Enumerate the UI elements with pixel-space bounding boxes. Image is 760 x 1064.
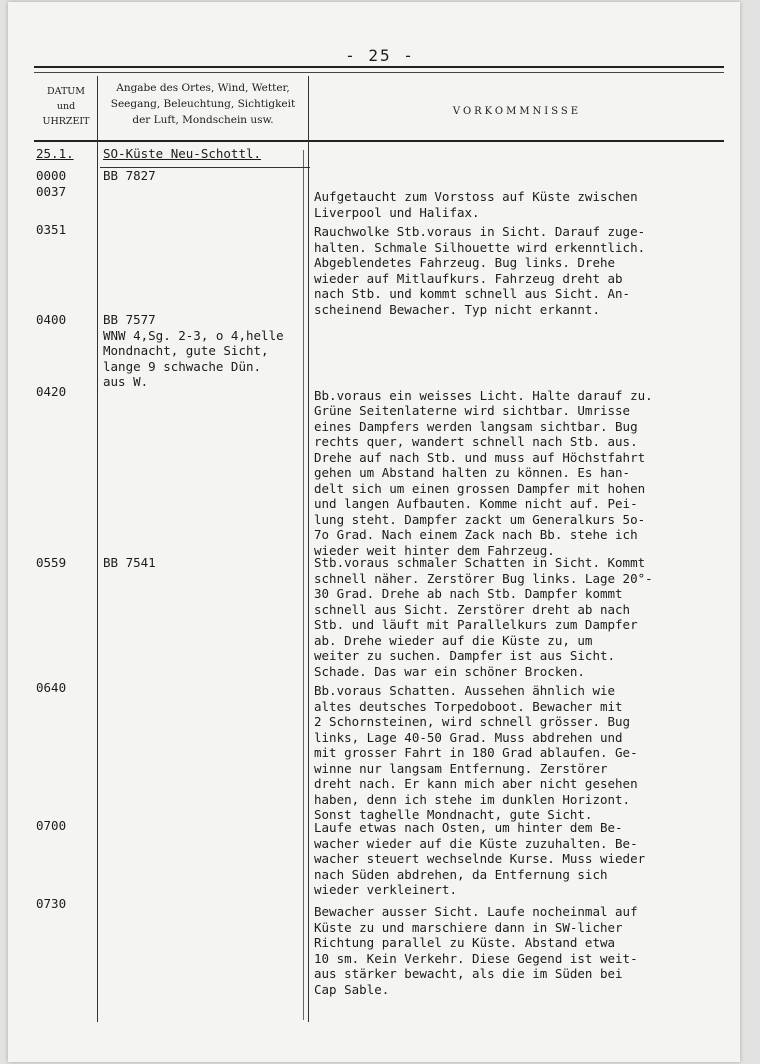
header-place-column: Angabe des Ortes, Wind, Wetter, Seegang, Beleuchtung, Sichtigkeit der Luft, Mondschein usw.: [110, 82, 296, 126]
entry-text: Stb.voraus schmaler Schatten in Sicht. Kommt schnell näher. Zerstörer Bug links. Lage 20°- 30 Grad. Drehe ab nach Stb. Dampfer kommt schnell aus Sicht. Zerstörer dreht ab nach Stb. und läuft mit Parallelkurs zum Dampfer ab. Drehe wieder auf die Küste zu, um weiter zu suchen. Dampfer ist aus Sicht. Schade. Das war ein schöner Brocken.: [314, 555, 653, 679]
page-number: - 25 -: [345, 46, 415, 65]
entry-location-heading: SO-Küste Neu-Schottl.: [103, 146, 262, 161]
entry-text: Aufgetaucht zum Vorstoss auf Küste zwischen Liverpool und Halifax.: [314, 189, 638, 220]
entry-text: Bb.voraus ein weisses Licht. Halte darauf zu. Grüne Seitenlaterne wird sichtbar. Umrisse eines Dampfers werden langsam sichtbar. Bug rechts quer, wandert schnell nach Stb. aus. Drehe auf nach Stb. und muss auf Höchstfahrt gehen um Abstand halten zu können. Es han- delt sich um einen grossen Dampfer mit hohen und langen Aufbauten. Komme nicht auf. Pei- lung steht. Dampfer zackt um Generalkurs 5o- 7o Grad. Nach einem Zack nach Bb. stehe ich wieder weit hinter dem Fahrzeug.: [314, 387, 653, 558]
entry-time: 0000 0037: [36, 168, 67, 199]
header-top-rule-thin: [34, 72, 724, 73]
entry-time: 0420: [36, 384, 67, 399]
header-date-column: DATUM und UHRZEIT: [42, 86, 90, 127]
entry-time: 0700: [36, 818, 67, 833]
header-events-column: VORKOMMNISSE: [452, 106, 582, 117]
column-divider-place: [308, 76, 309, 1022]
entry-text: Bewacher ausser Sicht. Laufe nocheinmal auf Küste zu und marschiere dann in SW-licher Richtung parallel zu Küste. Abstand etwa 10 sm. Kein Verkehr. Diese Gegend ist weit- aus stärker bewacht, als die im Süden bei Cap Sable.: [314, 904, 638, 997]
header-bottom-rule: [34, 140, 724, 142]
entry-text: Rauchwolke Stb.voraus in Sicht. Darauf zuge- halten. Schmale Silhouette wird erkenntlich. Abgeblendetes Fahrzeug. Bug links. Drehe wieder auf Mitlaufkurs. Fahrzeug dreht ab nach Stb. und kommt schnell aus Sicht. An- scheinend Bewacher. Typ nicht erkannt.: [314, 224, 646, 317]
entry-text: Laufe etwas nach Osten, um hinter dem Be- wacher wieder auf die Küste zuzuhalten. Be- wacher steuert wechselnde Kurse. Muss wieder nach Süden abdrehen, da Entfernung sich wieder verkleinert.: [314, 820, 646, 897]
entry-time: 0640: [36, 680, 67, 695]
column-divider-place-inner: [303, 150, 304, 1020]
column-divider-date: [97, 76, 98, 1022]
entry-location: BB 7827: [103, 168, 156, 183]
entry-location-weather: BB 7577 WNW 4,Sg. 2-3, o 4,helle Mondnacht, gute Sicht, lange 9 schwache Dün. aus W.: [103, 312, 284, 389]
entry-time: 0559: [36, 555, 67, 570]
entry-time: 0730: [36, 896, 67, 911]
entry-time: 0400: [36, 312, 67, 327]
entry-date: 25.1.: [36, 146, 74, 161]
entry-text: Bb.voraus Schatten. Aussehen ähnlich wie altes deutsches Torpedoboot. Bewacher mit 2 Schornsteinen, wird schnell grösser. Bug links, Lage 40-50 Grad. Muss abdrehen und mit grosser Fahrt in 180 Grad ablaufen. Ge- winne nur langsam Entfernung. Zerstörer dreht nach. Er kann mich aber nicht gesehen haben, denn ich stehe im dunklen Horizont. Sonst taghelle Mondnacht, gute Sicht.: [314, 683, 638, 822]
header-top-rule: [34, 66, 724, 68]
entry-location: BB 7541: [103, 555, 156, 570]
entry-time: 0351: [36, 222, 67, 237]
